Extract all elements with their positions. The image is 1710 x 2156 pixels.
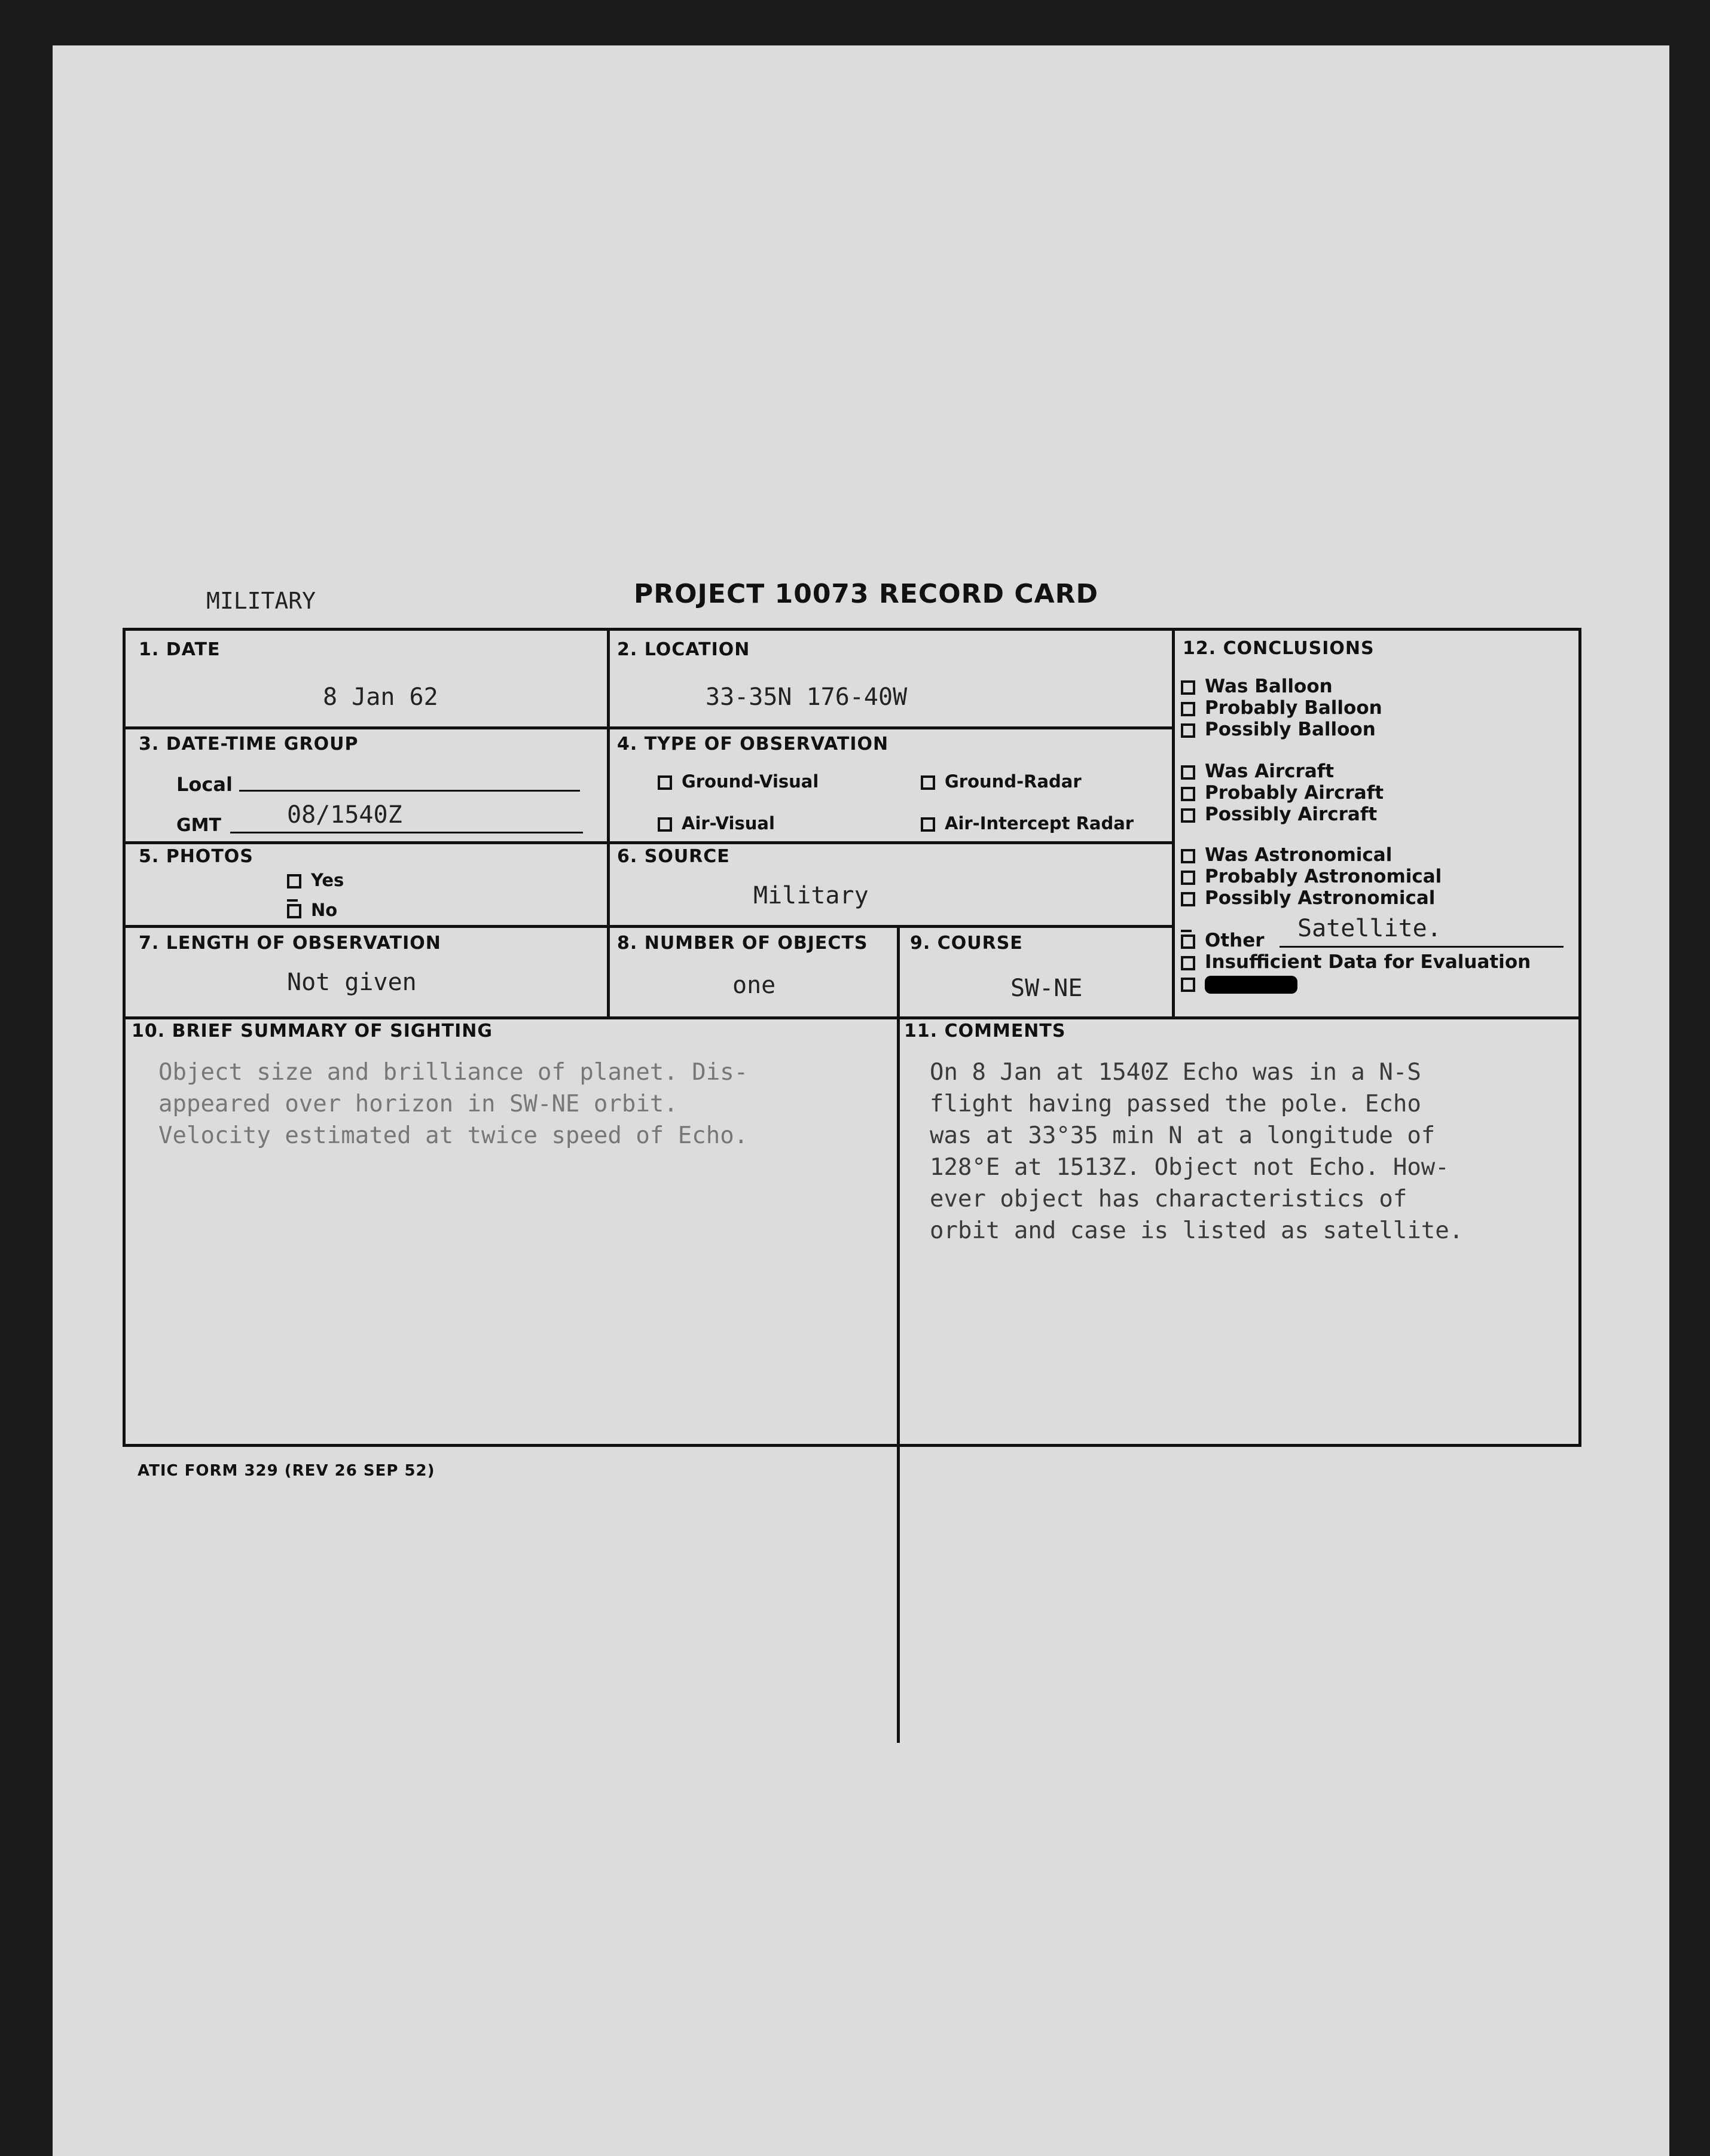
- gmt-value: 08/1540Z: [287, 801, 402, 829]
- conclusion-other: Other: [1181, 930, 1265, 951]
- record-card-form: [123, 628, 1581, 1447]
- source-value: Military: [753, 882, 869, 909]
- conclusion-probably-astronomical: Probably Astronomical: [1181, 866, 1442, 887]
- divider: [607, 631, 610, 1019]
- date-value: 8 Jan 62: [323, 683, 438, 711]
- conclusion-was-aircraft: Was Aircraft: [1181, 761, 1334, 782]
- checked-checkbox-icon: [1181, 935, 1195, 949]
- other-value: Satellite.: [1297, 915, 1442, 942]
- divider: [897, 925, 900, 1018]
- comments-text: On 8 Jan at 1540Z Echo was in a N-S flight having passed the pole. Echo was at 33°35 min N at a longitude of 128°E at 1513Z. Object not Echo. How- ever object has characteristics of orbit and case is listed as satellite.: [930, 1059, 1464, 1244]
- conclusion-probably-balloon: Probably Balloon: [1181, 697, 1382, 719]
- classification-label: MILITARY: [206, 588, 316, 614]
- option-air-visual: Air-Visual: [658, 813, 775, 833]
- checkbox-icon: [921, 775, 935, 790]
- course-label: 9. COURSE: [910, 933, 1023, 954]
- comments-label: 11. COMMENTS: [904, 1021, 1066, 1042]
- checkbox-icon: [921, 817, 935, 832]
- option-air-intercept-radar: Air-Intercept Radar: [921, 813, 1134, 833]
- checkbox-icon: [658, 775, 672, 790]
- checkbox-icon: [1181, 892, 1195, 906]
- course-value: SW-NE: [1010, 975, 1083, 1002]
- checkbox-icon: [1181, 871, 1195, 885]
- redaction-mark: [1205, 976, 1297, 994]
- location-value: 33-35N 176-40W: [706, 683, 908, 711]
- conclusion-was-balloon: Was Balloon: [1181, 676, 1333, 697]
- conclusion-possibly-aircraft: Possibly Aircraft: [1181, 804, 1377, 825]
- location-label: 2. LOCATION: [617, 639, 750, 660]
- card-title: PROJECT 10073 RECORD CARD: [634, 579, 1099, 609]
- conclusions-label: 12. CONCLUSIONS: [1183, 638, 1375, 659]
- dtg-label: 3. DATE-TIME GROUP: [139, 734, 359, 755]
- objects-label: 8. NUMBER OF OBJECTS: [617, 933, 868, 954]
- divider: [126, 925, 1175, 928]
- divider: [607, 841, 1175, 844]
- form-number: ATIC FORM 329 (REV 26 SEP 52): [138, 1462, 435, 1480]
- option-ground-radar: Ground-Radar: [921, 771, 1082, 792]
- conclusion-was-astronomical: Was Astronomical: [1181, 844, 1392, 866]
- option-ground-visual: Ground-Visual: [658, 771, 819, 792]
- divider: [1172, 631, 1175, 1019]
- divider: [126, 841, 607, 844]
- objects-value: one: [732, 972, 776, 999]
- checkbox-icon: [287, 874, 301, 888]
- checkbox-icon: [1181, 765, 1195, 780]
- summary-label: 10. BRIEF SUMMARY OF SIGHTING: [132, 1021, 493, 1042]
- checkbox-icon: [1181, 702, 1195, 716]
- conclusion-insufficient-data: Insufficient Data for Evaluation: [1181, 951, 1531, 973]
- photos-label: 5. PHOTOS: [139, 846, 254, 867]
- divider: [897, 930, 900, 1743]
- gmt-label: GMT: [176, 815, 221, 836]
- conclusion-redacted: [1181, 973, 1297, 994]
- summary-text: Object size and brilliance of planet. Dis- appeared over horizon in SW-NE orbit. Velocity estimated at twice speed of Echo.: [158, 1059, 749, 1149]
- checkbox-icon: [1181, 787, 1195, 801]
- checkbox-icon: [1181, 956, 1195, 970]
- checkbox-icon: [1181, 849, 1195, 863]
- conclusion-possibly-balloon: Possibly Balloon: [1181, 719, 1376, 740]
- gmt-field-line: [230, 832, 583, 833]
- conclusion-probably-aircraft: Probably Aircraft: [1181, 782, 1384, 804]
- photos-no: No: [287, 900, 337, 920]
- divider: [126, 1016, 1581, 1019]
- conclusion-possibly-astronomical: Possibly Astronomical: [1181, 887, 1435, 909]
- checkbox-icon: [1181, 808, 1195, 823]
- checkbox-icon: [1181, 723, 1195, 738]
- local-label: Local: [176, 773, 233, 796]
- checkbox-icon: [1181, 680, 1195, 695]
- local-field-line: [239, 790, 580, 792]
- checkbox-icon: [658, 817, 672, 832]
- length-label: 7. LENGTH OF OBSERVATION: [139, 933, 441, 954]
- source-label: 6. SOURCE: [617, 846, 730, 867]
- photos-yes: Yes: [287, 870, 344, 890]
- date-label: 1. DATE: [139, 639, 221, 660]
- checkbox-icon: [1181, 978, 1195, 992]
- checked-checkbox-icon: [287, 904, 301, 918]
- observation-type-label: 4. TYPE OF OBSERVATION: [617, 734, 889, 755]
- other-field-line: [1280, 946, 1564, 948]
- divider: [126, 726, 1175, 729]
- length-value: Not given: [287, 969, 417, 996]
